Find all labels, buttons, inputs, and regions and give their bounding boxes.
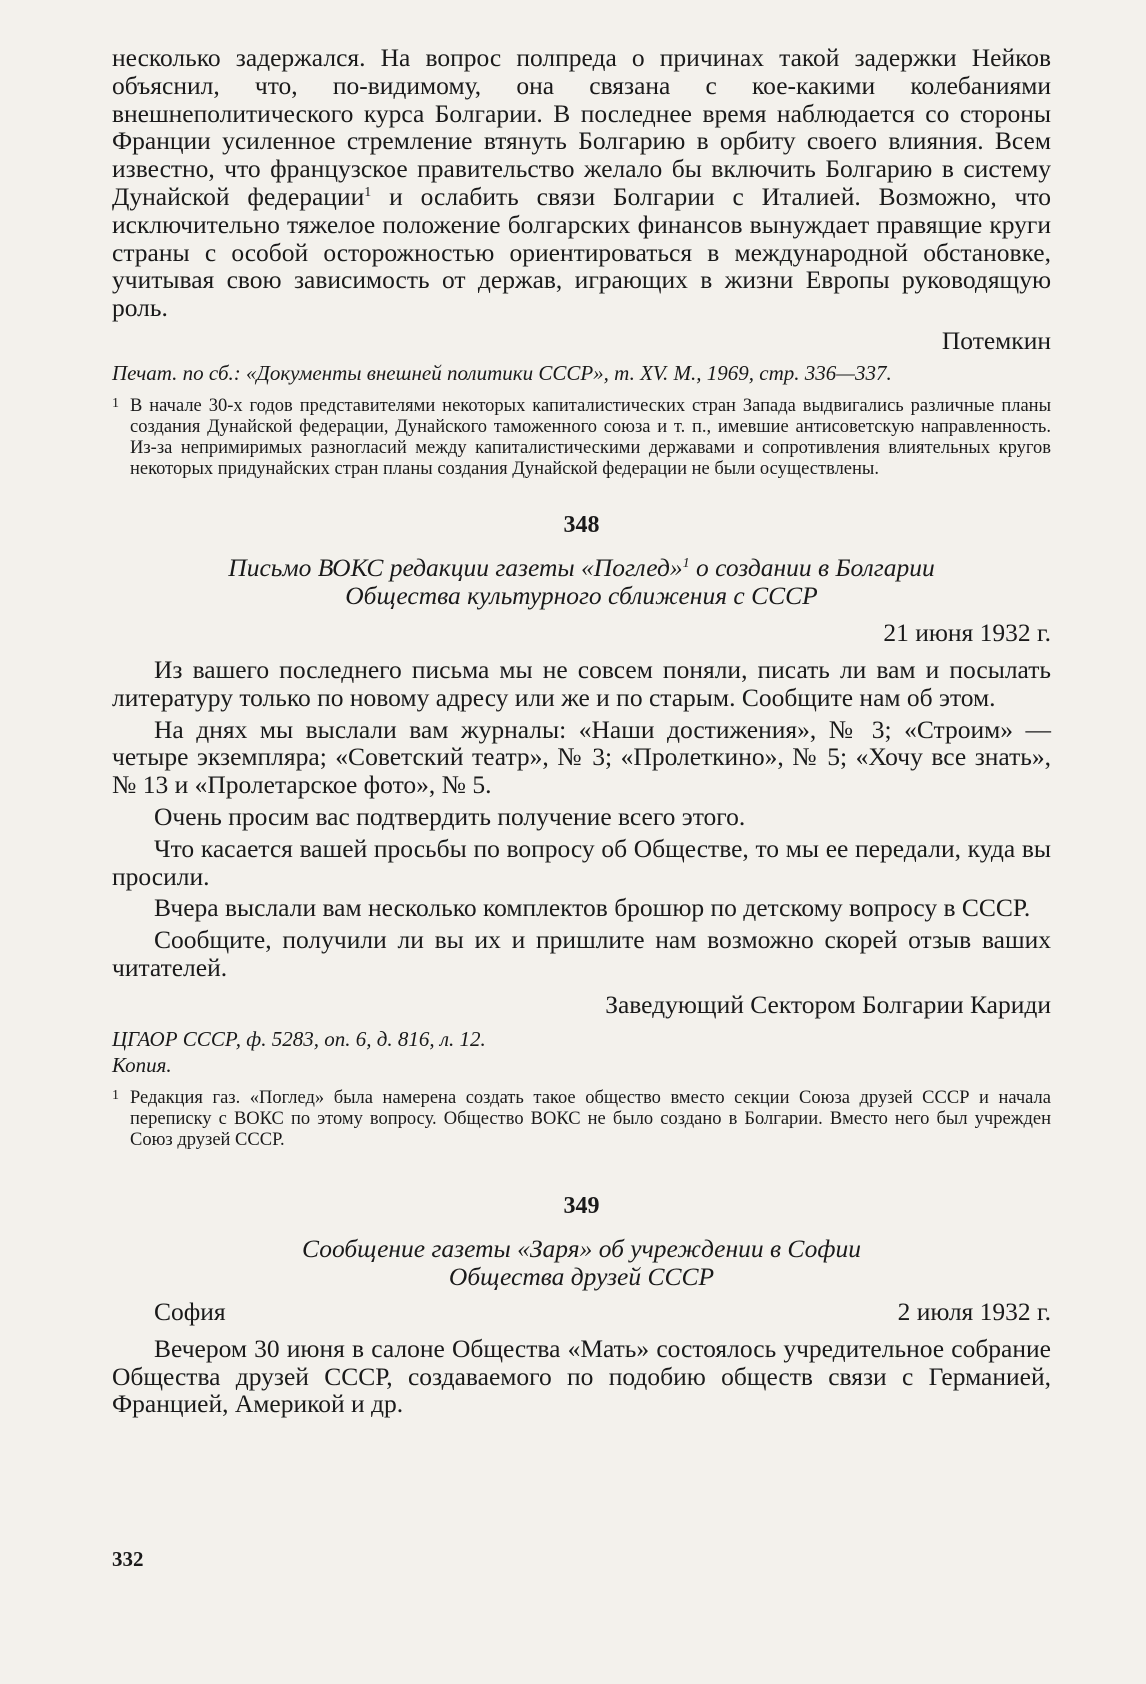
paragraph: На днях мы выслали вам журналы: «Наши достижения», № 3; «Строим» — четыре экземпляра; «Советский театр», № 3; «Пролеткино», № 5; «Хочу все знать», № 13 и «Пролетарское фото», № 5.	[112, 714, 1051, 800]
paragraph: Очень просим вас подтвердить получение всего этого.	[154, 801, 746, 831]
paragraph: Из вашего последнего письма мы не совсем поняли, писать ли вам и посылать литературу только по новому адресу или же и по старым. Сообщите нам об этом.	[112, 654, 1051, 712]
doc-number-348: 348	[563, 511, 600, 538]
doc-dateline-349	[112, 1297, 1051, 1327]
doc-body-349: Вечером 30 июня в салоне Общества «Мать» состоялось учредительное собрание Общества друзей СССР, создаваемого по подобию обществ связи с Германией, Францией, Америкой и др.	[112, 1333, 1051, 1419]
signature-karidi: Заведующий Сектором Болгарии Кариди	[605, 989, 1051, 1019]
footnote-348	[112, 1088, 1051, 1151]
paragraph: Что касается вашей просьбы по вопросу об Обществе, то мы ее передали, куда вы просили.	[112, 833, 1051, 891]
page-number: 332	[112, 1547, 144, 1571]
doc-date-349: 2 июля 1932 г.	[897, 1296, 1051, 1326]
source-citation: Печат. по сб.: «Документы внешней политики СССР», т. XV. М., 1969, стр. 336—337.	[112, 360, 892, 385]
doc-title-349-line1: Сообщение газеты «Заря» об учреждении в Софии	[302, 1233, 861, 1263]
doc-title-348-line2: Общества культурного сближения с СССР	[345, 580, 818, 610]
source-copy: Копия.	[112, 1052, 172, 1077]
source-archive: ЦГАОР СССР, ф. 5283, оп. 6, д. 816, л. 12.	[112, 1026, 486, 1051]
doc-title-349-line2: Общества друзей СССР	[448, 1261, 715, 1291]
continuation-text: несколько задержался. На вопрос полпреда о причинах такой задержки Нейков объяснил, что, по-видимому, она связана с кое-какими колебаниями внешнеполитического курса Болгарии. В последнее время наблюдается со стороны Франции усиленное стремление втянуть Болгарию в орбиту своего влияния. Всем известно, что французское правительство желало бы включить Болгарию в систему Дунайской федерации	[112, 43, 1051, 211]
doc-date-348: 21 июня 1932 г.	[883, 617, 1051, 647]
footnote-ref: 1	[364, 184, 372, 200]
continuation-paragraph	[112, 44, 1051, 322]
paragraph: Сообщите, получили ли вы их и пришлите нам возможно скорей отзыв ваших читателей.	[112, 925, 1051, 982]
continuation-text-end: и ослабить связи Болгарии с Италией. Возможно, что исключительно тяжелое положение болгарских финансов вынуждает правящие круги страны с особой осторожностью ориентироваться в международной обстановке, учитывая свою зависимость от держав, играющих в жизни Европы руководящую роль.	[112, 181, 1052, 323]
footnote-text: Редакция газ. «Поглед» была намерена создать такое общество вместо секции Союза друзей СССР и начала переписку с ВОКС по этому вопросу. Общество ВОКС не было создано в Болгарии. Вместо него был учрежден Союз друзей СССР.	[130, 1087, 1051, 1150]
doc-title-348-text-end: о создании в Болгарии	[689, 552, 935, 582]
doc-place-349: София	[154, 1296, 226, 1326]
footnote-1	[112, 396, 1051, 480]
title-footnote-ref: 1	[682, 555, 690, 571]
footnote-mark: 1	[112, 395, 119, 411]
doc-body-348	[112, 656, 1051, 982]
doc-title-348-text: Письмо ВОКС редакции газеты «Поглед»	[228, 552, 683, 582]
signature-potemkin: Потемкин	[941, 325, 1051, 355]
paragraph: Вчера выслали вам несколько комплектов брошюр по детскому вопросу в СССР.	[154, 893, 1031, 923]
footnote-mark: 1	[112, 1087, 119, 1103]
footnote-text: В начале 30-х годов представителями некоторых капиталистических стран Запада выдвигались различные планы создания Дунайской федерации, Дунайского таможенного союза и т. п., имевшие антисоветскую направленность. Из-за непримиримых разногласий между капиталистическими державами и сопротивления влиятельных кругов некоторых придунайских стран планы создания Дунайской федерации не были осуществлены.	[130, 395, 1051, 479]
doc-number-349: 349	[563, 1192, 600, 1219]
doc-title-348-line1	[112, 554, 1051, 582]
